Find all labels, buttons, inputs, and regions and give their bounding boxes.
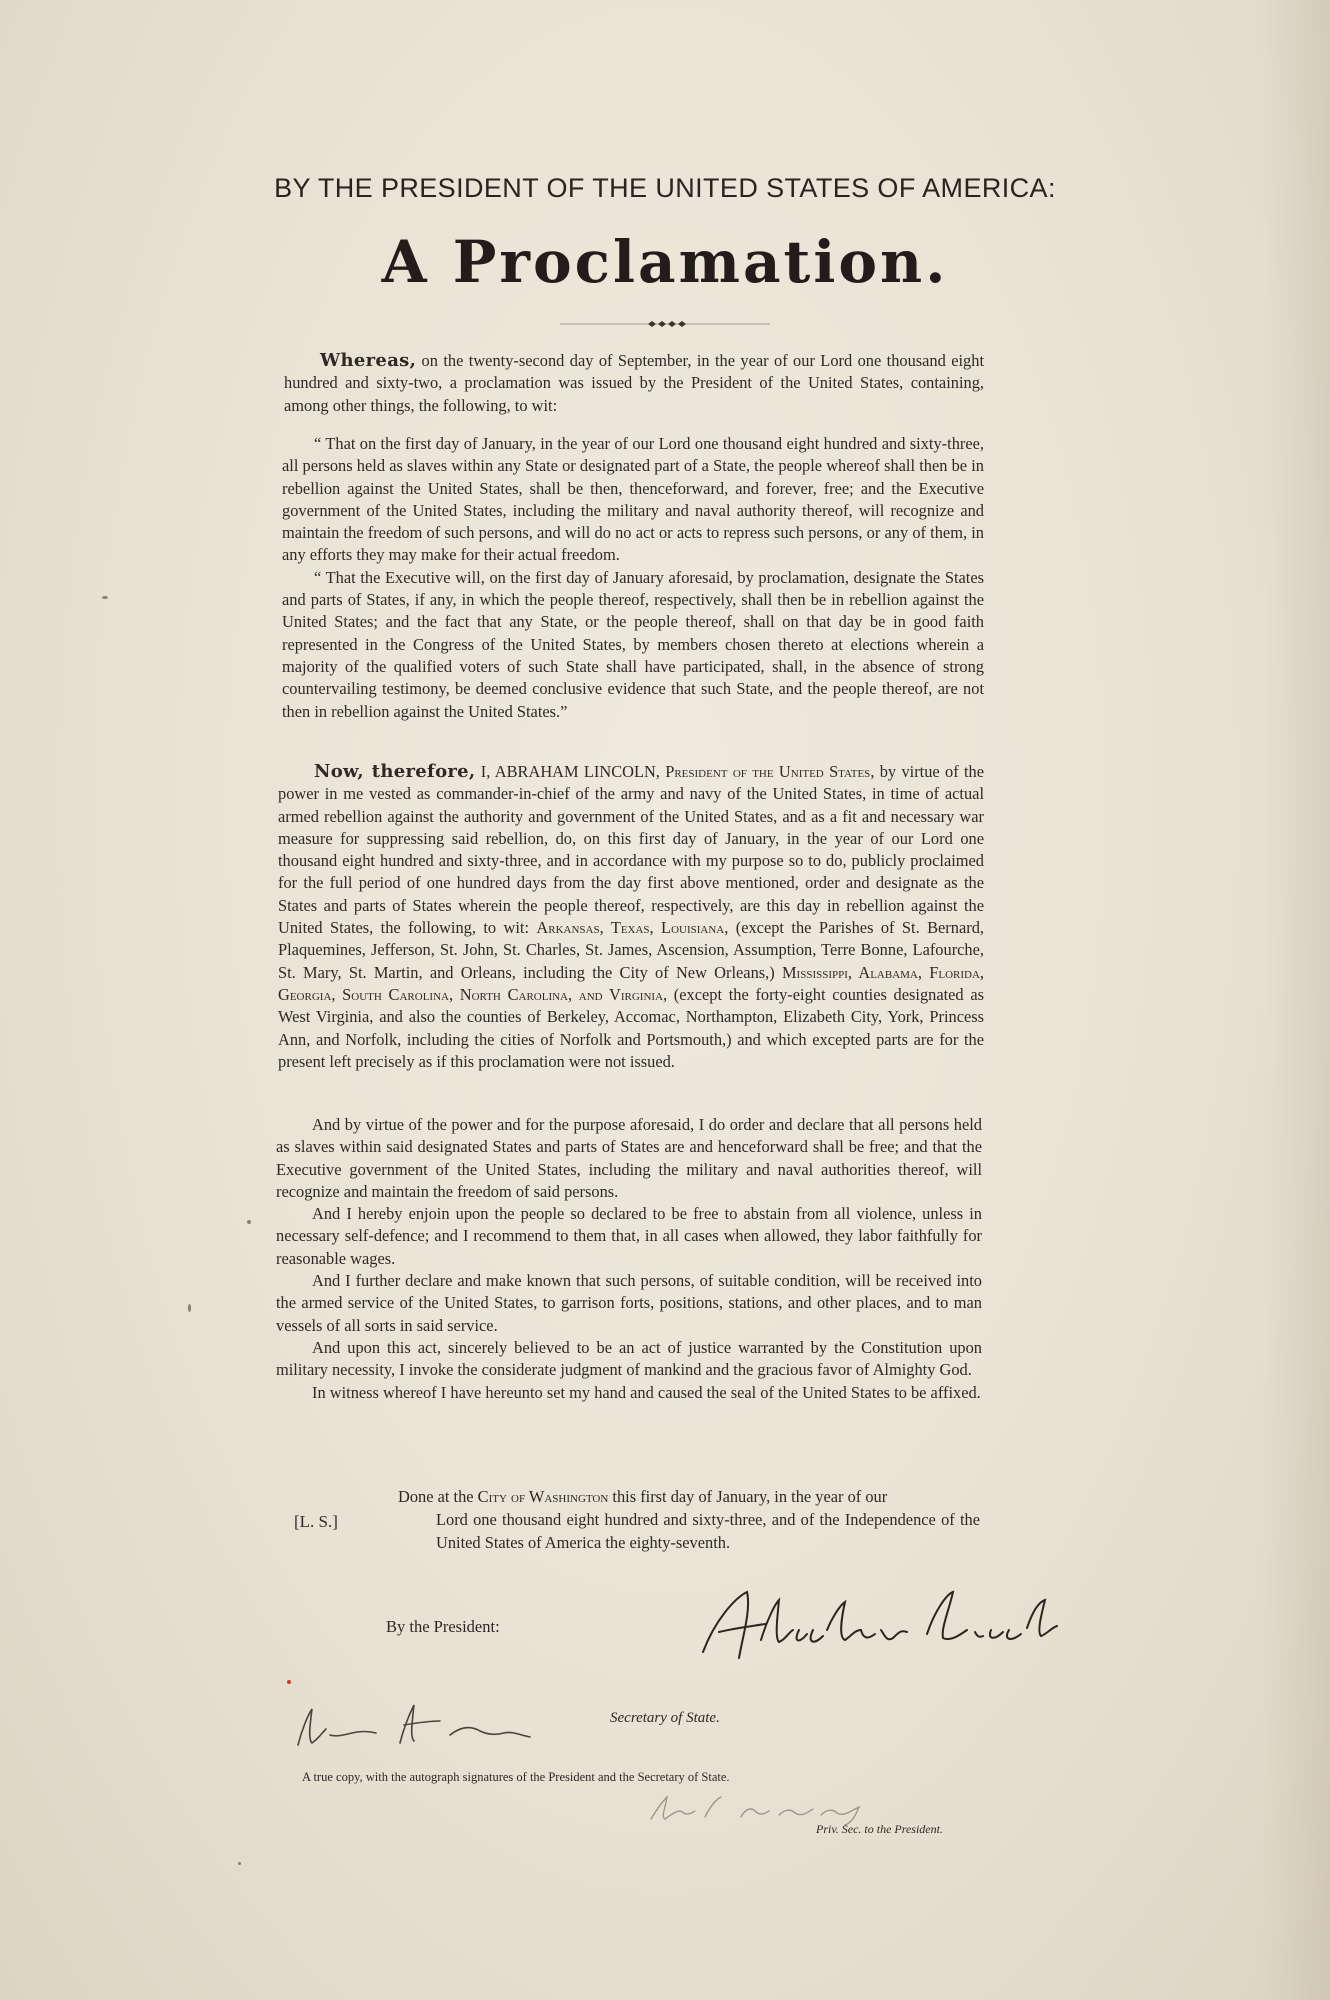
quote-paragraph-2: “ That the Executive will, on the first day of January aforesaid, by proclamation, designate the States and parts of States, if any, in which the people thereof, respectively, shall then be in rebellion against the United States; and the fact that any State, or the people thereof, shall on that day be in good faith represented in the Congress of the United States, by members chosen thereto at elections wherein a majority of the qualified voters of such State shall have participated, shall, in the absence of strong countervailing testimony, be deemed conclusive evidence that such State, and the people thereof, are not then in rebellion against the United States.” (282, 567, 984, 721)
done-rest: Lord one thousand eight hundred and sixty-three, and of the Independence of the United States of America the eighty-seventh. (436, 1510, 980, 1552)
by-the-president-label: By the President: (386, 1617, 500, 1636)
designation-paragraph (278, 761, 984, 1073)
declarations (276, 1114, 982, 1404)
paper-blemish (247, 1220, 251, 1224)
designation-text-1: , by virtue of the power in me vested as commander-in-chief of the army and navy of the United States, in time of actual armed rebellion against the authority and government of the United States, and as a fit and necessary war measure for suppressing said rebellion, do, on this first day of January, in the year of our Lord one thousand eight hundred and sixty-three, and in accordance with my purpose so to do, publicly proclaimed for the full period of one hundred days from the day first above mentioned, order and designate as the States and parts of States wherein the people thereof, respectively, are this day in rebellion against the United States, the following, to wit: (278, 762, 984, 938)
done-line1: this first day of January, in the year of our (608, 1487, 888, 1506)
private-secretary-label: Priv. Sec. to the President. (816, 1822, 943, 1836)
declaration-justice: And upon this act, sincerely believed to be an act of justice warranted by the Constitution upon military necessity, I invoke the considerate judgment of mankind and the gracious favor of Almighty God. (276, 1337, 982, 1380)
seal-marker: [L. S.] (294, 1512, 338, 1531)
done-city: City of Washington (477, 1487, 609, 1506)
declaration-armed-service: And I further declare and make known that such persons, of suitable condition, will be received into the armed service of the United States, to garrison forts, positions, stations, and other places, and to man vessels of all sorts in said service. (276, 1271, 982, 1335)
done-at-paragraph (398, 1485, 980, 1554)
quote-paragraph-1: “ That on the first day of January, in the year of our Lord one thousand eight hundred and sixty-three, all persons held as slaves within any State or designated part of a State, the people whereof shall then be in rebellion against the United States, shall be then, thenceforward, and forever, free; and the Executive government of the United States, including the military and naval authority thereof, will recognize and maintain the freedom of such persons, and will do no act or acts to repress such persons, or any of them, in any efforts they may make for their actual freedom. (282, 434, 984, 565)
lincoln-signature (695, 1580, 1065, 1670)
page-edge-shadow (1260, 0, 1330, 2000)
president-title: President of the United States (665, 762, 871, 781)
whereas-lead: Whereas, (320, 350, 417, 371)
quoted-proclamation (282, 433, 984, 723)
title-ornament (560, 318, 770, 330)
secretary-of-state-label: Secretary of State. (610, 1710, 720, 1726)
paper-blemish (102, 596, 108, 599)
paper-blemish (188, 1304, 191, 1312)
whereas-text: on the twenty-second day of September, in the year of our Lord one thousand eight hundred and sixty-two, a proclamation was issued by the President of the United States, containing, among other things, the following, to wit: (284, 351, 984, 415)
document-header: BY THE PRESIDENT OF THE UNITED STATES OF AMERICA: (274, 173, 1056, 203)
whereas-paragraph (284, 350, 984, 417)
president-name: I, ABRAHAM LINCOLN, (475, 762, 666, 781)
designation-text-3: (except the forty-eight counties designated as West Virginia, and also the counties of Berkeley, Accomac, Northampton, Elizabeth City, York, Princess Ann, and Norfolk, including the cities of Norfolk and Portsmouth,) and which excepted parts are for the present left precisely as if this proclamation were not issued. (278, 984, 984, 1071)
document-title: A Proclamation. (381, 228, 949, 296)
done-pre: Done at the (398, 1487, 478, 1506)
true-copy-note: A true copy, with the autograph signatures of the President and the Secretary of State. (302, 1770, 730, 1784)
nicolay-signature (645, 1787, 885, 1827)
states-list-1: Arkansas, Texas, Louisiana, (536, 918, 729, 938)
now-therefore-lead: Now, therefore, (314, 761, 476, 782)
seward-signature (290, 1695, 600, 1753)
declaration-witness: In witness whereof I have hereunto set my hand and caused the seal of the United States to be affixed. (312, 1382, 981, 1402)
declaration-freedom: And by virtue of the power and for the purpose aforesaid, I do order and declare that all persons held as slaves within said designated States and parts of States are and henceforward shall be free; and that the Executive government of the United States, including the military and naval authorities thereof, will recognize and maintain the freedom of said persons. (276, 1115, 982, 1201)
paper-blemish (238, 1862, 241, 1865)
red-ink-dot (287, 1680, 291, 1684)
declaration-violence: And I hereby enjoin upon the people so declared to be free to abstain from all violence, unless in necessary self-defence; and I recommend to them that, in all cases when allowed, they labor faithfully for reasonable wages. (276, 1204, 982, 1268)
designation-text-2: (except the Parishes of St. Bernard, Plaquemines, Jefferson, St. John, St. Charles, St. James, Ascension, Assumption, Terre Bonne, Lafourche, St. Mary, St. Martin, and Orleans, including the City of New Orleans,) (278, 918, 984, 982)
states-list-2: Mississippi, Alabama, Florida, Georgia, South Carolina, North Carolina, and Virginia, (278, 962, 985, 1004)
